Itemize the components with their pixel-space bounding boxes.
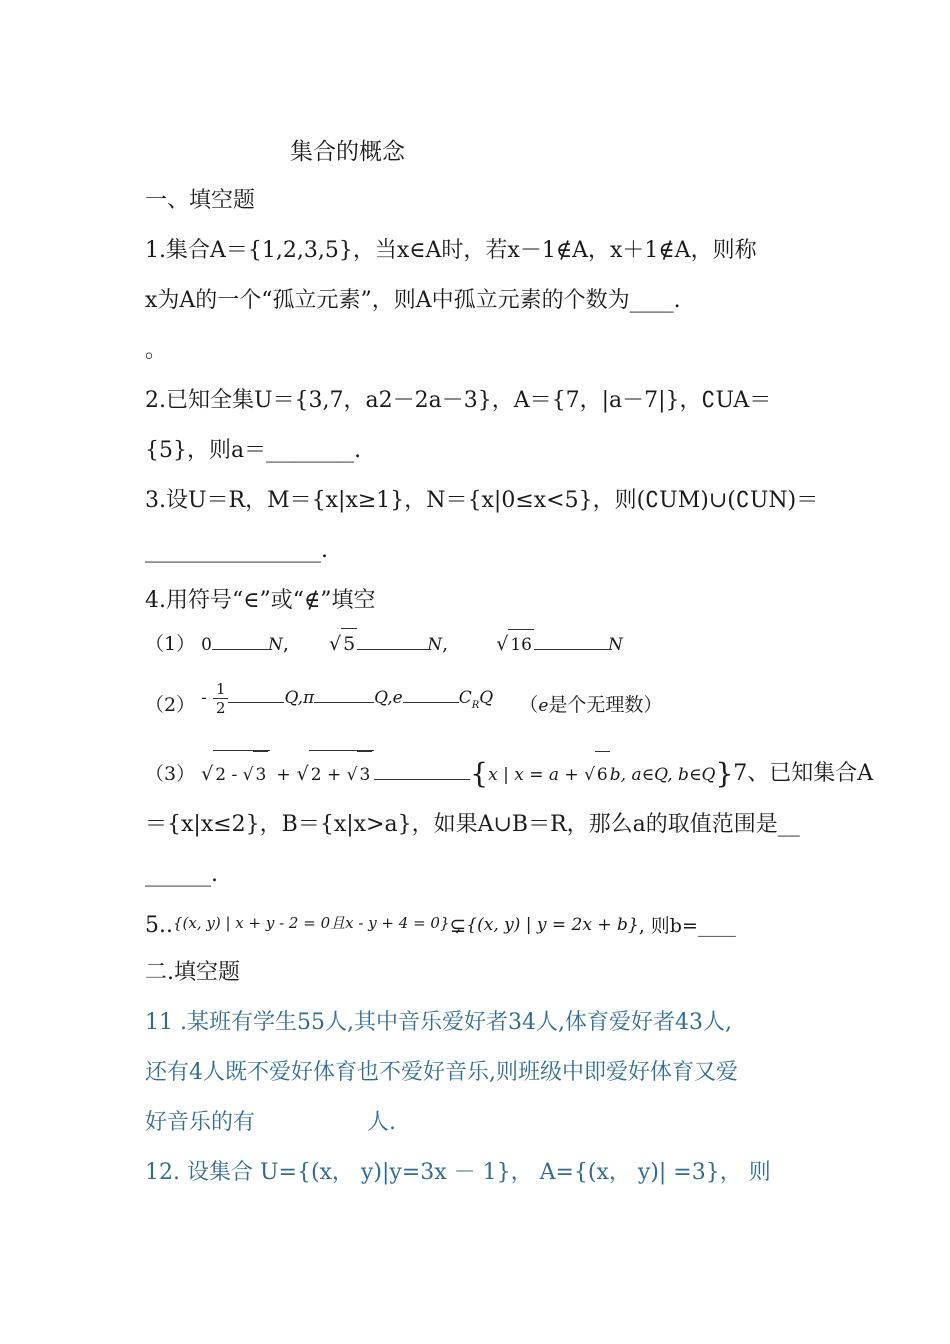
plus-sign: +: [276, 765, 291, 785]
set-n: N: [427, 635, 443, 655]
q7-line3: ______.: [145, 862, 218, 887]
q4-part1: [145, 628, 623, 660]
section-heading-2: 二.填空题: [145, 960, 240, 985]
q3-line1: 3.设U＝R，M＝{x|x≥1}，N＝{x|0≤x<5}，则(∁UM)∪(∁UN)＝: [145, 488, 819, 513]
q4-heading: 4.用符号“∈”或“∉”填空: [145, 588, 376, 613]
q4-p2-note-rest: 是个无理数）: [548, 694, 663, 716]
expr-text: 2 +: [310, 765, 347, 785]
q3-line2: ________________.: [145, 538, 328, 563]
sqrt-sign: √: [328, 633, 342, 655]
fraction-numerator: 1: [213, 680, 229, 699]
answer-blank[interactable]: [374, 759, 470, 780]
q4-part2: [145, 674, 662, 729]
page-title: 集合的概念: [290, 139, 405, 165]
complement-r: R: [471, 699, 480, 711]
comma: ,: [282, 633, 289, 655]
q2-line1: 2.已知全集U＝{3,7，a2－2a－3}，A＝{7，|a－7|}，∁UA＝: [145, 388, 772, 413]
q7-line2: ＝{x|x≤2}，B＝{x|x>a}，如果A∪B＝R，那么a的取值范围是__: [145, 812, 800, 837]
answer-blank[interactable]: [212, 629, 268, 650]
q4-part3: [145, 750, 873, 798]
q5-prefix: 5..: [145, 913, 173, 938]
set-text: 6: [595, 751, 610, 798]
answer-blank[interactable]: [534, 629, 608, 650]
expr-text: 3: [357, 751, 372, 798]
q5-set1: {(x, y) | x + y - 2 = 0且x - y + 4 = 0}: [172, 914, 450, 932]
sqrt-sign: √: [496, 633, 509, 655]
set-text: b, a∈Q, b∈Q: [609, 765, 716, 785]
q4-p2-note-open: （: [519, 694, 539, 716]
q5-relation: ⊊: [449, 913, 467, 937]
q5-line: [145, 908, 736, 941]
answer-blank[interactable]: [228, 682, 284, 703]
q4-p3-expr1: 2 - √ 3: [213, 750, 270, 798]
q4-p3-set: x | x = a + √ 6 b, a∈Q, b∈Q: [488, 765, 715, 785]
left-brace: {: [470, 757, 489, 790]
q1-line3: 。: [145, 338, 168, 363]
comma: ,: [442, 633, 449, 655]
q11-line3: [145, 1108, 396, 1138]
q4-p1-label: （1）: [145, 633, 196, 655]
q11-line3b: 人.: [367, 1110, 397, 1135]
q4-p2-q1: Q,π: [284, 688, 315, 708]
q4-p3-label: （3）: [145, 763, 196, 785]
expr-text: 2 -: [215, 765, 243, 785]
sqrt-sign: √: [296, 763, 309, 785]
fraction-denominator: 2: [215, 698, 226, 717]
q11-line3a: 好音乐的有: [145, 1110, 256, 1135]
q7-line1: 7、已知集合A: [733, 761, 874, 786]
q4-p3-expr2: 2 + √ 3: [309, 750, 375, 798]
set-n: N: [267, 635, 283, 655]
answer-blank[interactable]: [314, 682, 374, 703]
q5-set2: {(x, y) | y = 2x + b}: [466, 915, 639, 935]
complement-c: C: [458, 688, 472, 708]
q12-line1: 12. 设集合 U={(x， y)|y=3x － 1}， A={(x， y)| =3}， 则: [145, 1160, 771, 1185]
section-heading-1: 一、填空题: [145, 188, 256, 213]
q4-p2-q3: Q: [479, 688, 494, 708]
set-n: N: [607, 635, 623, 655]
q4-p2-note-e: e: [538, 696, 549, 716]
q1-line2: x为A的一个“孤立元素”，则A中孤立元素的个数为____.: [145, 288, 681, 313]
q4-p1-c: 16: [508, 629, 534, 660]
set-text: x | x = a +: [488, 765, 585, 785]
q4-p2-label: （2）: [145, 694, 196, 716]
fraction: [213, 680, 229, 717]
q4-p1-b: 5: [341, 628, 357, 659]
answer-blank[interactable]: [403, 682, 459, 703]
q11-line1: 11 .某班有学生55人,其中音乐爱好者34人,体育爱好者43人,: [145, 1010, 732, 1035]
q2-line2: {5}，则a＝________.: [145, 438, 362, 463]
expr-text: 3: [253, 751, 268, 798]
q4-p2-q2: Q,e: [374, 688, 403, 708]
answer-blank[interactable]: [357, 629, 427, 650]
q4-p1-a: 0: [201, 635, 212, 655]
q11-line2: 还有4人既不爱好体育也不爱好音乐,则班级中即爱好体育又爱: [145, 1060, 738, 1085]
right-brace: }: [715, 757, 734, 790]
sqrt-sign: √: [201, 763, 214, 785]
q5-tail: , 则b=____: [638, 915, 736, 937]
minus-sign: -: [201, 688, 207, 708]
q1-line1: 1.集合A＝{1,2,3,5}，当x∈A时，若x－1∉A，x＋1∉A，则称: [145, 238, 757, 263]
